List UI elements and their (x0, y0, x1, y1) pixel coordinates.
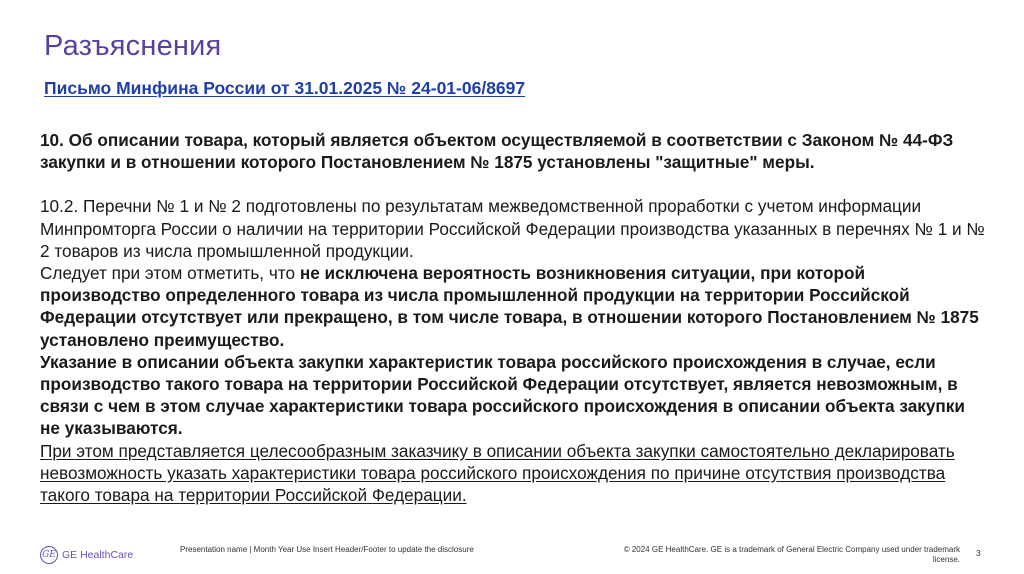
footer-disclosure: Presentation name | Month Year Use Insert Header/Footer to update the disclosure (180, 545, 474, 554)
page-number: 3 (976, 548, 981, 558)
slide-title: Разъяснения (44, 30, 222, 62)
section-heading: 10. Об описании товара, который является объектом осуществляемой в соответствии с Законом № 44-ФЗ закупки и в отношении которого Постановлением № 1875 установлены "защитные" меры. (40, 130, 954, 173)
footer-copyright: © 2024 GE HealthCare. GE is a trademark of General Electric Company used under trademark license. (623, 545, 960, 564)
paragraph-indication: Указание в описании объекта закупки характеристик товара российского происхождения в случае, если производство такого товара на территории Российской Федерации отсутствует, является невозможным, в связи с чем в этом случае характеристики товара российского происхождения в описании объекта закупки не указываются. (40, 351, 965, 439)
paragraph-10-2: 10.2. Перечни № 1 и № 2 подготовлены по результатам межведомственной проработки с учетом информации Минпромторга России о наличии на территории Российской Федерации производства указанных в перечнях № 1 и № 2 товаров из числа промышленной продукции. (40, 196, 985, 261)
paragraph-underlined: При этом представляется целесообразным заказчику в описании объекта закупки самостоятельно декларировать невозможность указать характеристики товара российского происхождения по причине отсутствия производства такого товара на территории Российской Федерации. (40, 440, 955, 506)
paragraph-gap (40, 173, 985, 195)
footer (0, 542, 1024, 574)
brand-name: GE HealthCare (62, 549, 134, 561)
ge-monogram-icon: GE (40, 546, 58, 564)
letter-reference-link[interactable]: Письмо Минфина России от 31.01.2025 № 24-01-06/8697 (44, 78, 526, 98)
paragraph-note-lead: Следует при этом отметить, что (40, 263, 300, 284)
brand-logo (40, 546, 133, 564)
paragraph-note (40, 262, 985, 351)
paragraph-note-bold: не исключена вероятность возникновения ситуации, при которой производство определенного товара из числа промышленной продукции на территории Российской Федерации отсутствует или прекращено, в том числе товара, в отношении которого Постановлением № 1875 установлено преимущество. (40, 263, 979, 350)
slide-body (40, 129, 985, 506)
